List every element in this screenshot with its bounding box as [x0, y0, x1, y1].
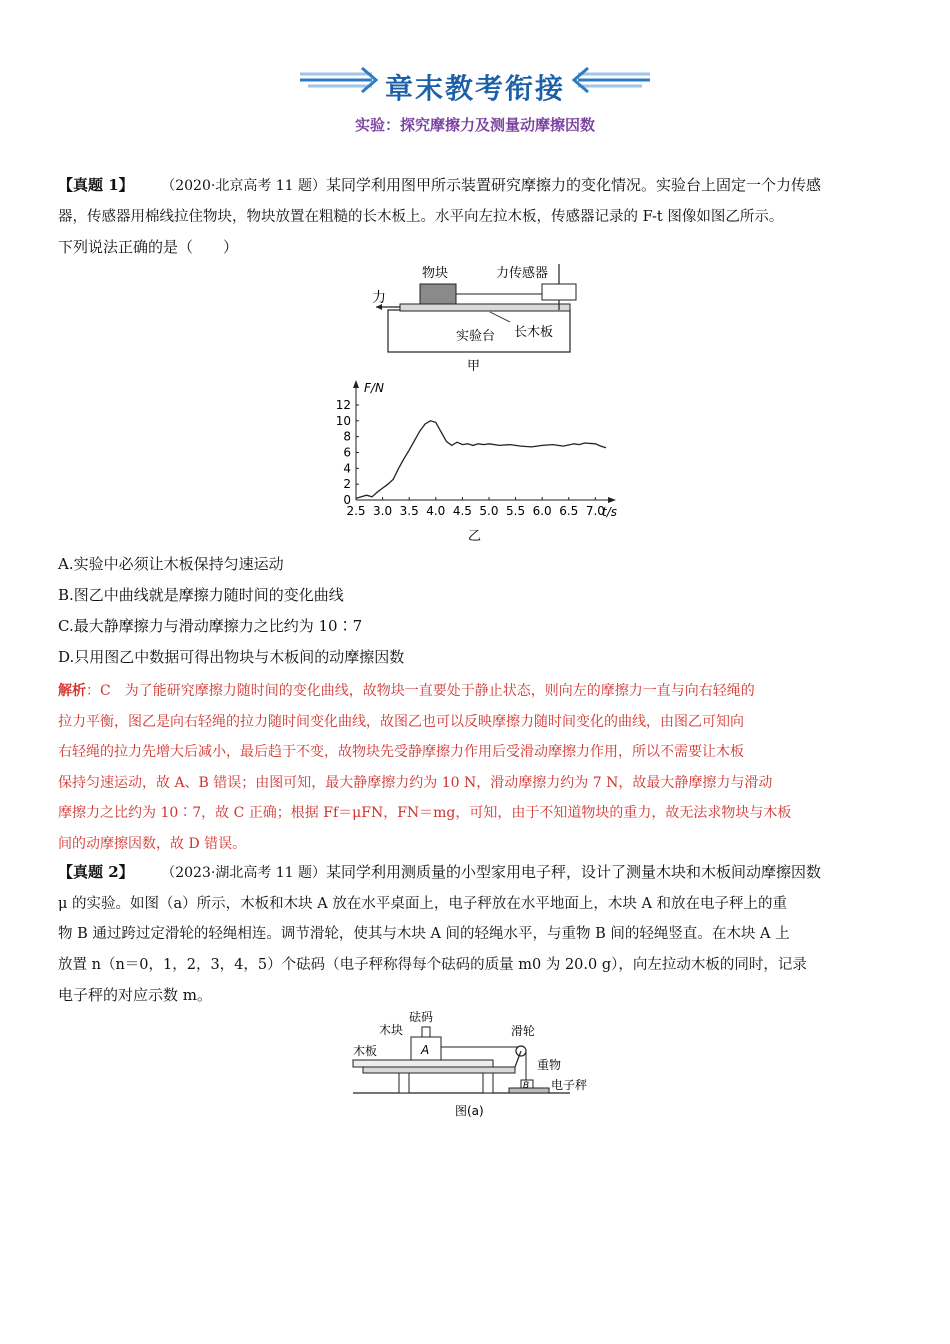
chart-x-tick-label: 7.0	[585, 504, 605, 518]
label-force: 力	[372, 290, 386, 306]
q2-line-4: 放置 n（n＝0，1，2，3，4，5）个砝码（电子秤称得每个砝码的质量 m0 为 20.0 g），向左拉动木板的同时，记录	[58, 956, 807, 973]
q2-line-3: 物 B 通过跨过定滑轮的轻绳相连。调节滑轮，使其与木块 A 间的轻绳水平，与重物 B 间的轻绳竖直。在木块 A 上	[58, 926, 790, 942]
q1-line3: 下列说法正确的是（ ）	[58, 238, 239, 256]
chart-y-tick-label: 10	[335, 413, 351, 428]
q1-line2: 器，传感器用棉线拉住物块，物块放置在粗糙的长木板上。水平向左拉木板，传感器记录的 F-t 图像如图乙所示。	[58, 208, 784, 225]
q2-line-2: μ 的实验。如图（a）所示，木板和木块 A 放在水平桌面上，电子秤放在水平地面上，木块 A 和放在电子秤上的重	[58, 895, 788, 912]
q1-source: （2020·北京高考 11 题）	[161, 178, 327, 194]
chart-x-tick-label: 5.5	[506, 504, 526, 518]
chart-x-tick-label: 4.0	[426, 504, 446, 518]
chart-y-tick-label: 4	[343, 461, 351, 476]
q2-label: 【真题 2】	[58, 863, 134, 881]
analysis-line-2: 拉力平衡，图乙是向右轻绳的拉力随时间变化曲线，故图乙也可以反映摩擦力随时间变化的曲线，由图乙可知向	[58, 713, 744, 730]
label-scale: 电子秤	[551, 1078, 588, 1092]
q1-label: 【真题 1】	[58, 176, 134, 194]
label-sensor: 力传感器	[496, 266, 549, 281]
label-board: 长木板	[514, 325, 554, 340]
label-block-a: 木块	[379, 1023, 404, 1037]
analysis-line-1: 为了能研究摩擦力随时间的变化曲线，故物块一直要处于静止状态，则向左的摩擦力一直与向右轻绳的	[124, 683, 755, 699]
chart-y-tick-label: 2	[343, 477, 351, 492]
weight	[422, 1027, 430, 1037]
chart-x-arrow	[608, 497, 616, 503]
chart-yi	[330, 378, 630, 543]
label-a: A	[421, 1043, 430, 1057]
chart-y-tick-label: 0	[343, 493, 351, 507]
chart-x-tick-label: 6.0	[532, 504, 552, 518]
chart-y-tick-label: 8	[343, 429, 351, 444]
label-pulley: 滑轮	[511, 1024, 536, 1038]
caption-a: 图(a)	[455, 1104, 484, 1118]
q2-text	[58, 857, 894, 1011]
figure-a	[345, 1007, 610, 1122]
option-b: B.图乙中曲线就是摩擦力随时间的变化曲线	[58, 586, 344, 604]
option-a: A.实验中必须让木板保持匀速运动	[58, 555, 284, 573]
chart-series-line	[356, 421, 606, 499]
option-d: D.只用图乙中数据可得出物块与木板间的动摩擦因数	[58, 648, 405, 666]
chapter-title: 章末教考衔接	[384, 72, 565, 105]
figure-jia	[360, 260, 590, 375]
chart-y-tick-label: 12	[335, 397, 351, 412]
option-c: C.最大静摩擦力与滑动摩擦力之比约为 10∶7	[58, 617, 363, 635]
chart-caption: 乙	[468, 529, 482, 543]
section-subtitle: 实验：探究摩擦力及测量动摩擦因数	[354, 116, 595, 134]
chart-y-arrow	[353, 380, 359, 388]
chart-y-tick-label: 6	[343, 445, 351, 460]
chart-x-tick-label: 3.5	[399, 504, 419, 518]
chart-xlabel: t/s	[602, 505, 617, 519]
long-board	[400, 304, 570, 311]
chart-x-tick-label: 5.0	[479, 504, 499, 518]
label-board: 木板	[353, 1044, 378, 1058]
q1-line1: 某同学利用图甲所示装置研究摩擦力的变化情况。实验台上固定一个力传感	[326, 176, 822, 194]
caption-jia: 甲	[467, 359, 481, 374]
q2-line-1: 某同学利用测质量的小型家用电子秤，设计了测量木块和木板间动摩擦因数	[326, 863, 822, 881]
label-b: B	[523, 1081, 530, 1091]
block	[420, 284, 456, 304]
analysis	[58, 676, 894, 859]
analysis-answer: ：C	[86, 683, 125, 699]
label-table: 实验台	[456, 329, 496, 344]
chart-ylabel: F/N	[364, 381, 384, 395]
label-weight: 砝码	[409, 1010, 434, 1024]
analysis-label: 解析	[58, 683, 86, 699]
q1-text	[58, 170, 894, 263]
analysis-line-5: 摩擦力之比约为 10∶7，故 C 正确；根据 Ff＝μFN，FN＝mg，可知，由于不知道物块的重力，故无法求物块与木板	[58, 805, 792, 821]
q2-line-5: 电子秤的对应示数 m。	[58, 986, 212, 1004]
label-heavy: 重物	[537, 1058, 562, 1072]
tabletop	[363, 1067, 515, 1073]
chart-x-tick-label: 4.5	[452, 504, 472, 518]
chart-x-tick-label: 6.5	[559, 504, 579, 518]
analysis-line-6: 间的动摩擦因数，故 D 错误。	[58, 835, 247, 852]
analysis-line-3: 右轻绳的拉力先增大后减小，最后趋于不变，故物块先受静摩擦力作用后受滑动摩擦力作用，所以不需要让木板	[58, 744, 744, 760]
board	[353, 1060, 493, 1067]
label-block: 物块	[422, 266, 449, 281]
header-banner	[300, 64, 650, 104]
force-sensor	[542, 284, 576, 300]
chart-x-tick-label: 3.0	[373, 504, 393, 518]
analysis-line-4: 保持匀速运动，故 A、B 错误；由图可知，最大静摩擦力约为 10 N，滑动摩擦力约为 7 N，故最大静摩擦力与滑动	[58, 774, 773, 791]
chart-x-tick-label: 2.5	[346, 504, 366, 518]
q2-source: （2023·湖北高考 11 题）	[161, 865, 327, 881]
